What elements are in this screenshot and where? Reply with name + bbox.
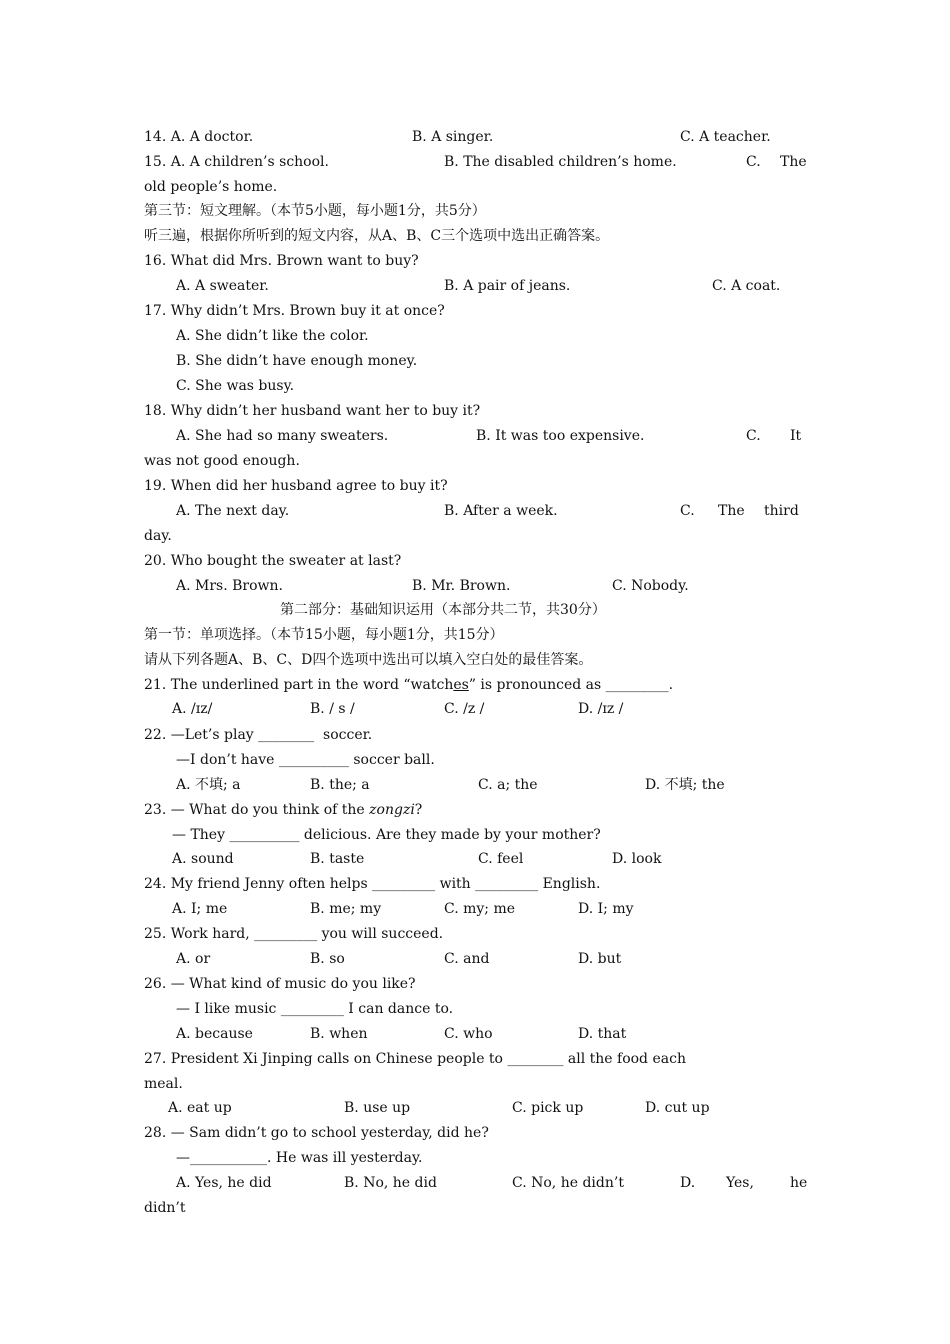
q23-line1 (144, 800, 422, 820)
q15-option-a: A. A children’s school. (170, 154, 329, 170)
q16-option-a: A. A sweater. (176, 278, 269, 294)
q27-option-c: C. pick up (512, 1100, 584, 1116)
q18-stem: 18. Why didn’t her husband want her to buy it? (144, 403, 481, 419)
q26-line2: — I like music _________ I can dance to. (176, 1001, 454, 1017)
part2-heading: 第二部分：基础知识运用（本部分共二节，共30分） (280, 602, 606, 618)
q15-option-c-text-1: The (780, 154, 807, 170)
q24-option-d: D. I; my (578, 901, 634, 917)
q23-zongzi: zongzi (369, 802, 415, 818)
q20-stem: 20. Who bought the sweater at last? (144, 553, 402, 569)
q21-underlined-part: es (453, 677, 469, 693)
q26-option-b: B. when (310, 1026, 368, 1042)
q19-option-c-text-3: day. (144, 528, 172, 544)
q28-line2: —___________. He was ill yesterday. (176, 1150, 423, 1166)
q21-stem (144, 675, 673, 695)
q23-line2: — They __________ delicious. Are they made by your mother? (172, 827, 601, 843)
q19-option-a: A. The next day. (176, 503, 290, 519)
q18-option-c-text-2: was not good enough. (144, 453, 300, 469)
q26-line1: 26. — What kind of music do you like? (144, 976, 416, 992)
q27-line2: meal. (144, 1076, 183, 1092)
q22-line1: 22. —Let’s play ________ soccer. (144, 727, 373, 743)
q25-stem: 25. Work hard, _________ you will succeed. (144, 926, 444, 942)
q22-line2: —I don’t have __________ soccer ball. (176, 752, 435, 768)
q23-line1-post: ? (414, 802, 423, 818)
q14-option-b: B. A singer. (412, 129, 494, 145)
q21-option-c: C. /z / (444, 701, 485, 717)
q27-option-a: A. eat up (168, 1100, 232, 1116)
q19-option-c-letter: C. (680, 503, 695, 519)
q17-option-b: B. She didn’t have enough money. (176, 353, 418, 369)
q19-stem: 19. When did her husband agree to buy it? (144, 478, 448, 494)
section3-heading: 第三节：短文理解。（本节5小题，每小题1分，共5分） (144, 203, 486, 219)
q28-option-d-letter: D. (680, 1175, 696, 1191)
q27-option-d: D. cut up (645, 1100, 710, 1116)
q23-option-a: A. sound (172, 851, 234, 867)
q22-option-d: D. 不填; the (645, 777, 725, 793)
q21-option-a: A. /ɪz/ (172, 701, 213, 717)
section1-instruction: 请从下列各题A、B、C、D四个选项中选出可以填入空白处的最佳答案。 (144, 652, 593, 668)
q25-option-b: B. so (310, 951, 345, 967)
section3-instruction: 听三遍，根据你所听到的短文内容，从A、B、C三个选项中选出正确答案。 (144, 228, 610, 244)
q25-option-a: A. or (176, 951, 211, 967)
q25-option-c: C. and (444, 951, 490, 967)
q16-option-b: B. A pair of jeans. (444, 278, 571, 294)
q21-stem-post: ” is pronounced as _________. (468, 677, 674, 693)
q15-option-c-text-2: old people’s home. (144, 179, 278, 195)
q28-option-d-text-2: he (790, 1175, 808, 1191)
q20-option-c: C. Nobody. (612, 578, 689, 594)
q23-line1-pre: 23. — What do you think of the (144, 802, 370, 818)
q22-option-a: A. 不填; a (176, 777, 241, 793)
q28-option-d-text-3: didn’t (144, 1200, 186, 1216)
q15-number: 15. (144, 154, 167, 170)
q16-option-c: C. A coat. (712, 278, 781, 294)
q15-option-b: B. The disabled children’s home. (444, 154, 677, 170)
q21-option-d: D. /ɪz / (578, 701, 624, 717)
q19-option-b: B. After a week. (444, 503, 558, 519)
q15-option-c-letter: C. (746, 154, 761, 170)
q19-option-c-text-1: The (718, 503, 745, 519)
q14-number: 14. (144, 129, 167, 145)
q24-option-b: B. me; my (310, 901, 382, 917)
q20-option-a: A. Mrs. Brown. (176, 578, 283, 594)
q28-option-d-text-1: Yes, (726, 1175, 754, 1191)
q18-option-b: B. It was too expensive. (476, 428, 645, 444)
q18-option-a: A. She had so many sweaters. (176, 428, 389, 444)
q22-option-c: C. a; the (478, 777, 538, 793)
q21-option-b: B. / s / (310, 701, 355, 717)
q14-stem (144, 127, 253, 147)
q14-option-c: C. A teacher. (680, 129, 771, 145)
q24-option-a: A. I; me (172, 901, 228, 917)
q28-option-c: C. No, he didn’t (512, 1175, 624, 1191)
q27-line1: 27. President Xi Jinping calls on Chinese people to ________ all the food each (144, 1051, 686, 1067)
q23-option-c: C. feel (478, 851, 524, 867)
q25-option-d: D. but (578, 951, 622, 967)
q24-stem: 24. My friend Jenny often helps _________ with _________ English. (144, 876, 601, 892)
q23-option-b: B. taste (310, 851, 365, 867)
q17-stem: 17. Why didn’t Mrs. Brown buy it at once? (144, 303, 445, 319)
section1-heading: 第一节：单项选择。（本节15小题，每小题1分，共15分） (144, 627, 504, 643)
q28-line1: 28. — Sam didn’t go to school yesterday, did he? (144, 1125, 489, 1141)
q23-option-d: D. look (612, 851, 662, 867)
q22-option-b: B. the; a (310, 777, 370, 793)
q26-option-c: C. who (444, 1026, 493, 1042)
q18-option-c-letter: C. (746, 428, 761, 444)
q16-stem: 16. What did Mrs. Brown want to buy? (144, 253, 419, 269)
q17-option-c: C. She was busy. (176, 378, 295, 394)
q26-option-d: D. that (578, 1026, 627, 1042)
q20-option-b: B. Mr. Brown. (412, 578, 511, 594)
q28-option-b: B. No, he did (344, 1175, 437, 1191)
q14-option-a: A. A doctor. (170, 129, 254, 145)
q26-option-a: A. because (176, 1026, 253, 1042)
q24-option-c: C. my; me (444, 901, 516, 917)
q21-stem-pre: 21. The underlined part in the word “watch (144, 677, 454, 693)
q17-option-a: A. She didn’t like the color. (176, 328, 369, 344)
q27-option-b: B. use up (344, 1100, 411, 1116)
q28-option-a: A. Yes, he did (176, 1175, 272, 1191)
q15-stem (144, 152, 329, 172)
q18-option-c-text-1: It (790, 428, 802, 444)
q19-option-c-text-2: third (764, 503, 799, 519)
